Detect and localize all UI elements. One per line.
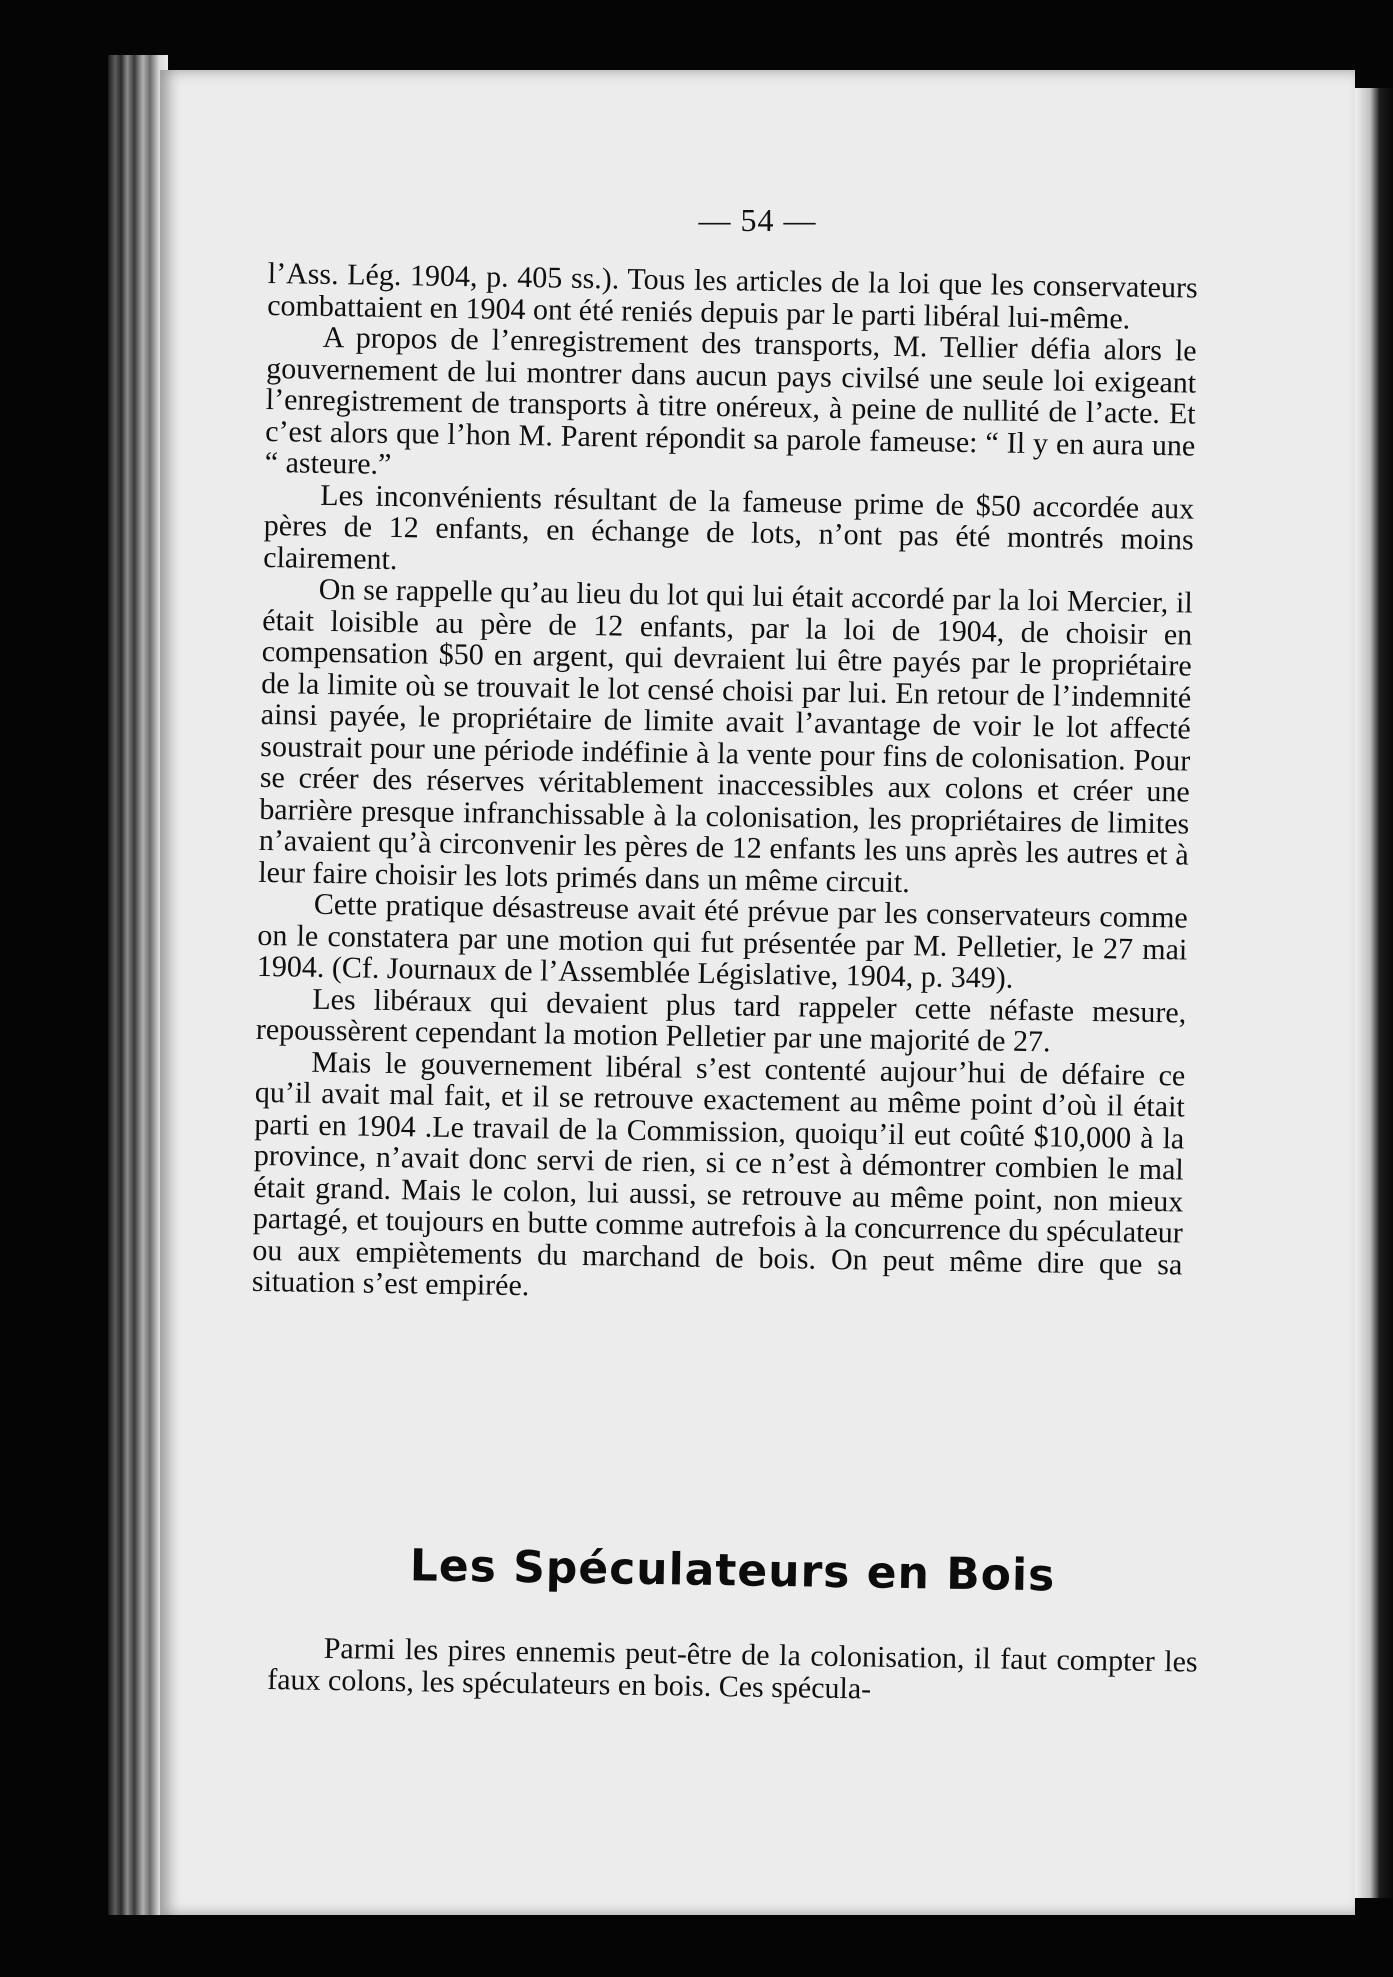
paragraph: Cette pratique désastreuse avait été prévue par les conservateurs comme on le constatera par une motion qui fut présentée par M. Pelletier, le 27 mai 1904. (Cf. Journaux de l’Assemblée Législative, 1904, p. 349). bbox=[256, 887, 1189, 995]
book-page bbox=[160, 70, 1355, 1915]
body-text bbox=[252, 258, 1198, 1312]
section-heading: Les Spéculateurs en Bois bbox=[409, 1540, 1056, 1602]
paragraph: l’Ass. Lég. 1904, p. 405 ss.). Tous les articles de la loi que les conservateurs combattaient en 1904 ont été reniés depuis par le parti libéral lui-même. bbox=[267, 257, 1198, 336]
paragraph: A propos de l’enregistrement des transports, M. Tellier défia alors le gouvernement de lui montrer dans aucun pays civilsé une seule loi exigeant l’enregistrement de transports à titre onéreux, à peine de nullité de l’acte. Et c’est alors que l’hon M. Parent répondit sa parole fameuse: “ Il y en aura une “ asteure.” bbox=[264, 320, 1197, 481]
section-body-text bbox=[267, 1632, 1198, 1710]
paragraph: Parmi les pires ennemis peut-être de la colonisation, il faut compter les faux colons, les spéculateurs en bois. Ces spécula- bbox=[267, 1631, 1198, 1705]
book-spine bbox=[108, 55, 168, 1915]
paragraph: Les libéraux qui devaient plus tard rappeler cette néfaste mesure, repoussèrent cependant la motion Pelletier par une majorité de 27. bbox=[255, 982, 1187, 1059]
paragraph: On se rappelle qu’au lieu du lot qui lui était accordé par la loi Mercier, il était loisible au père de 12 enfants, par la loi de 1904, de choisir en compensation $50 en argent, qui devraient lui être payés par le propriétaire de la limite où se trouvait le lot censé choisi par lui. En retour de l’indemnité ainsi payée, le propriétaire de limite avait l’avantage de voir le lot affecté soustrait pour une période indéfinie à la vente pour fins de colonisation. Pour se créer des réserves véritablement inaccessibles aux colons et créer une barrière presque infranchissable à la colonisation, les propriétaires de limites n’avaient qu’à circonvenir les pères de 12 enfants les uns après les autres et à leur faire choisir les lots primés dans un même circuit. bbox=[258, 572, 1193, 899]
paragraph: Mais le gouvernement libéral s’est contenté aujour’hui de défaire ce qu’il avait mal fait, et il se retrouve exactement au même point d’où il était parti en 1904 .Le travail de la Commission, quoiqu’il eut coûté $10,000 à la province, n’avait donc servi de rien, si ce n’est à démontrer combien le mal était grand. Mais le colon, lui aussi, se retrouve au même point, non mieux partagé, et toujours en butte comme autrefois à la concurrence du spéculateur ou aux empiètements du marchand de bois. On peut même dire que sa situation s’est empirée. bbox=[251, 1045, 1186, 1303]
facing-page-edge bbox=[1355, 88, 1393, 1898]
paragraph: Les inconvénients résultant de la fameuse prime de $50 accordée aux pères de 12 enfants, en échange de lots, n’ont pas été montrés moins clairement. bbox=[263, 478, 1195, 576]
page-number: — 54 — bbox=[698, 202, 817, 238]
